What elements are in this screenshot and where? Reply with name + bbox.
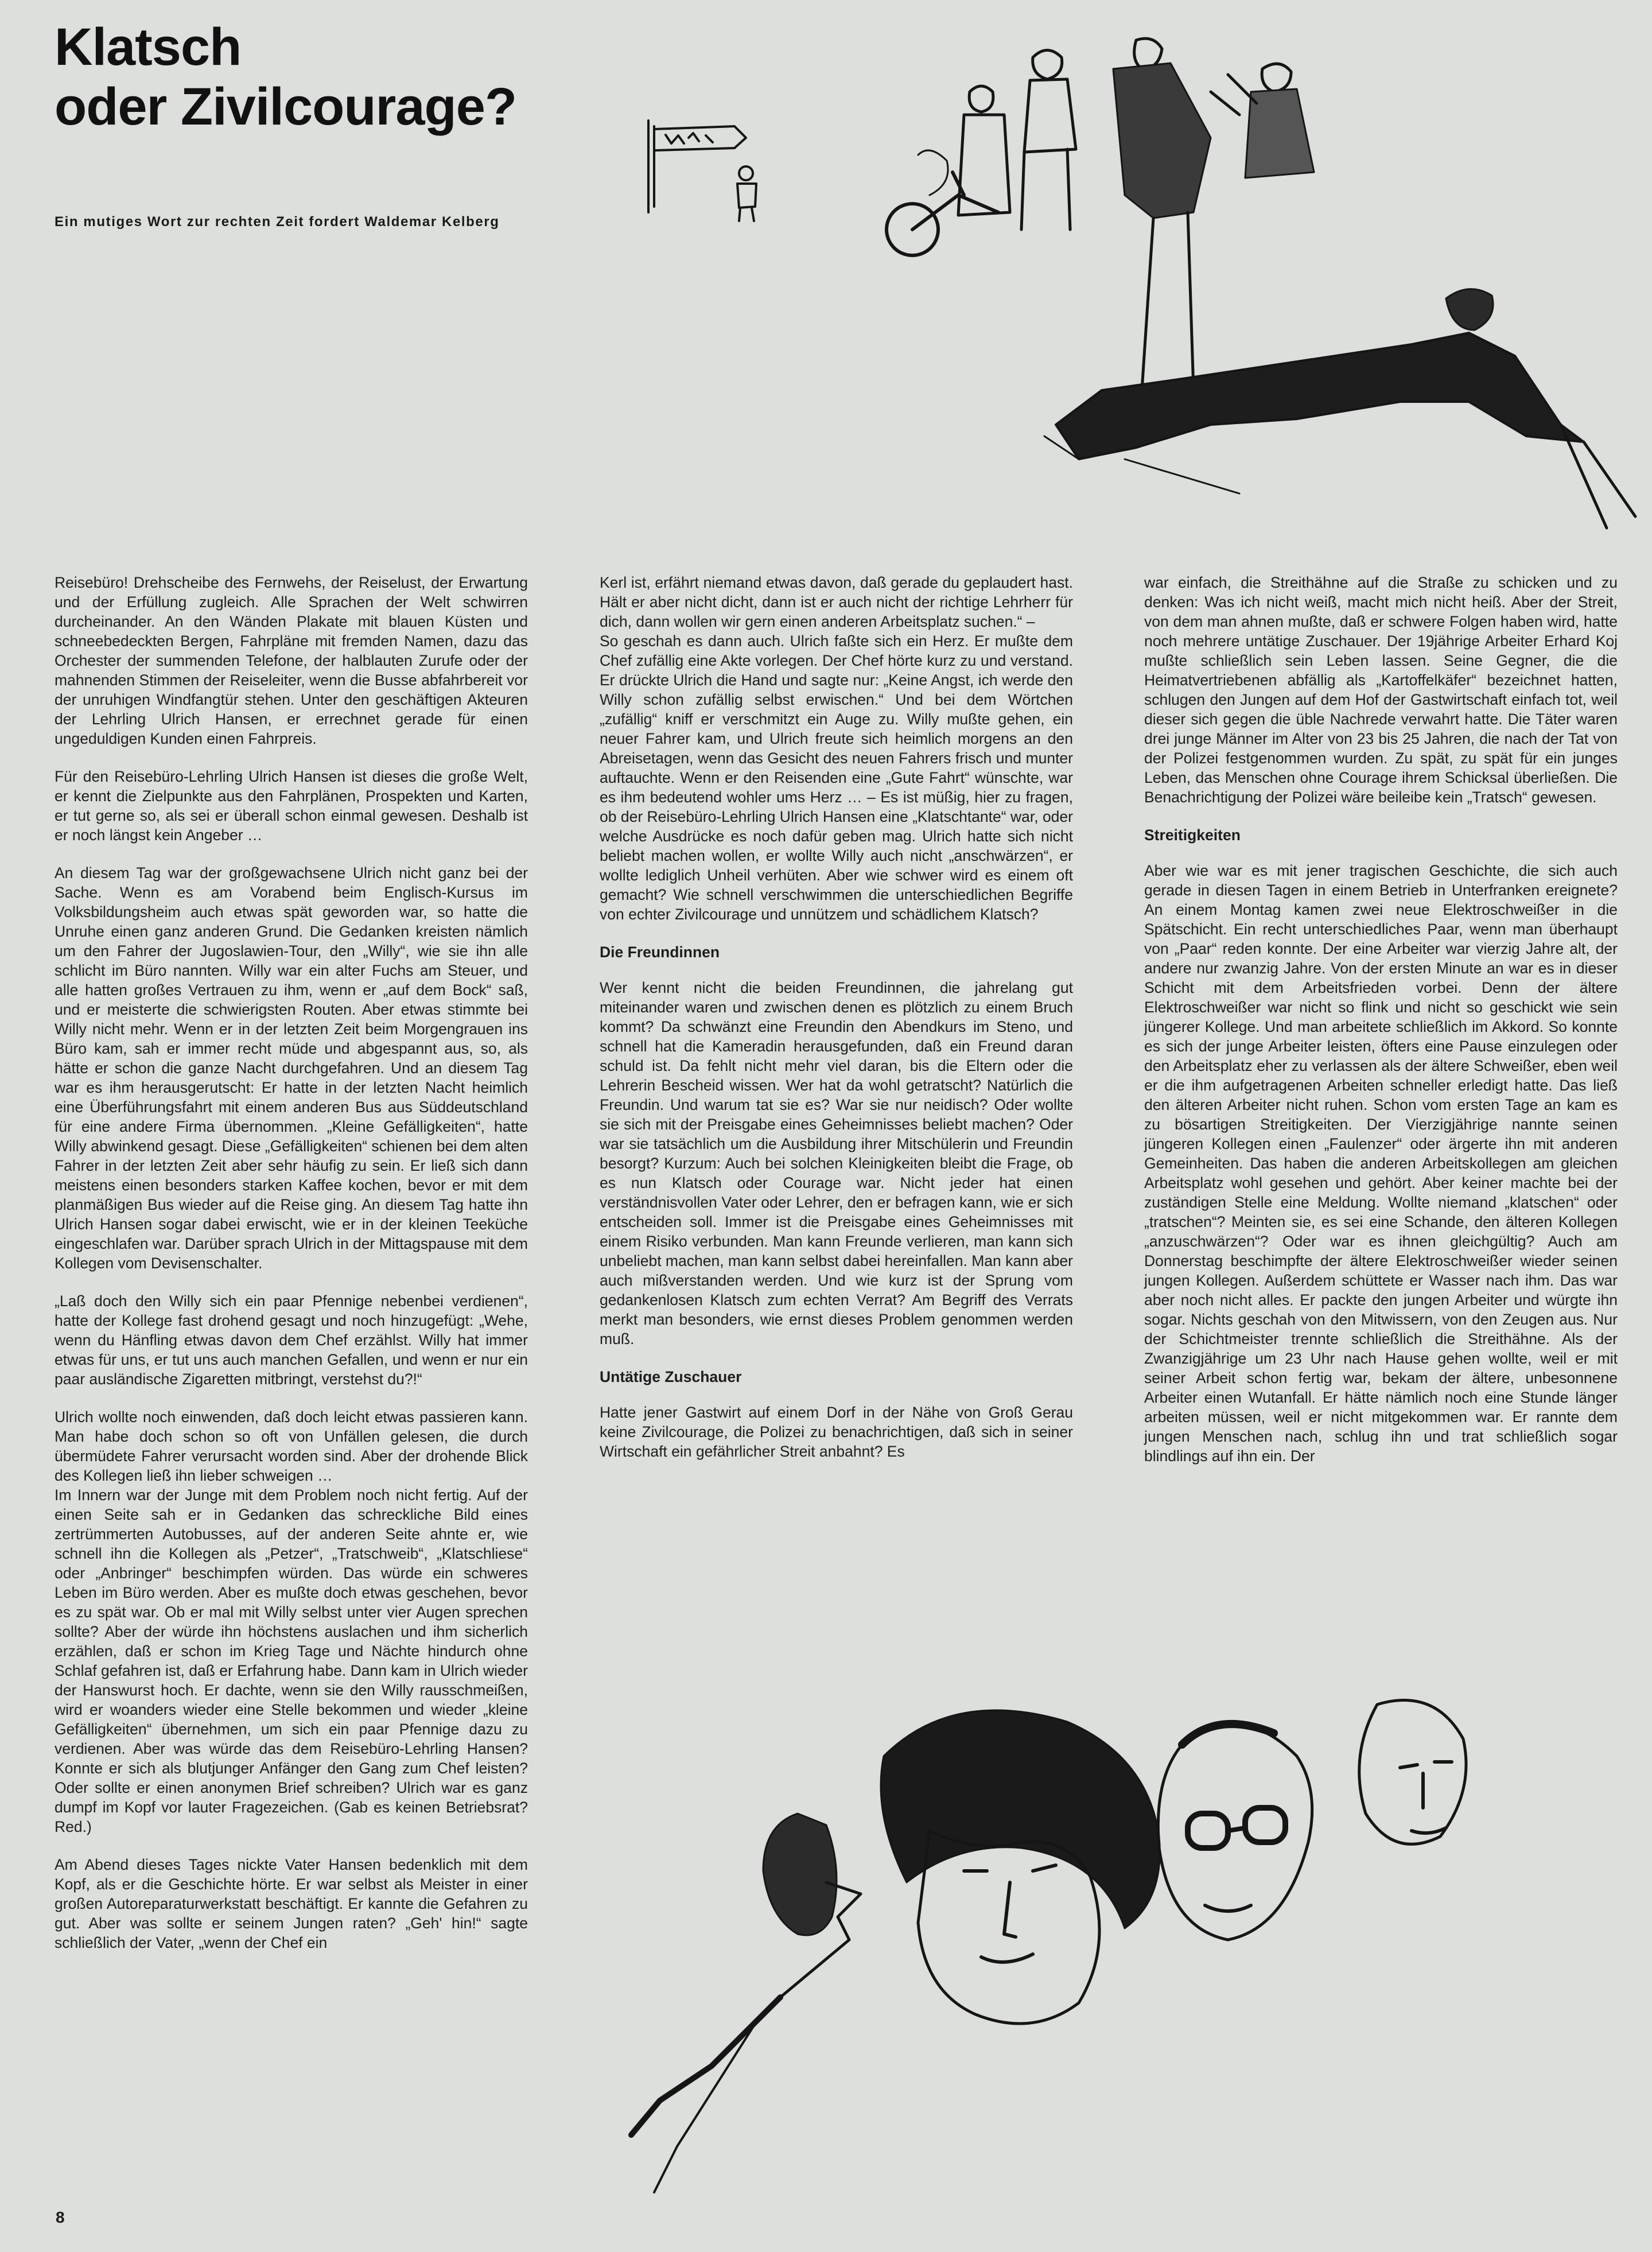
paragraph: Im Innern war der Junge mit dem Problem noch nicht fertig. Auf der einen Seite sah er in Gedanken das schreckliche Bild eines zertrümmerten Autobusses, auf der anderen Seite ahnte er, wie schnell ihn die Kollegen als „Petzer“, „Tratschweib“, „Klatschliese“ oder „Anbringer“ beschimpfen würden. Das würde ein schweres Leben im Büro werden. Aber es mußte doch etwas geschehen, bevor es zu spät war. Ob er mal mit Willy selbst unter vier Augen sprechen sollte? Aber der würde ihn höchstens auslachen und ihm sicherlich erzählen, daß er schon im Krieg Tage und Nächte hindurch ohne Schlaf gefahren ist, daß er Erfahrung habe. Dann kam in Ulrich wieder der Hanswurst hoch. Er dachte, wenn sie den Willy rausschmeißen, wird er woanders wieder eine Stelle bekommen und wieder „kleine Gefälligkeiten“ übernehmen, um sich ein paar Pfennige dazu zu verdienen. Aber was würde das dem Reisebüro-Lehrling Hansen? Konnte er sich als blutjunger Anfänger den Gang zum Chef leisten? Oder sollte er einen anonymen Brief schreiben? Ulrich war es ganz dumpf im Kopf vor lauter Fragezeichen. (Gab es keinen Betriebsrat? Red.) <box>55 1486 528 1835</box>
title-line-2: oder Zivilcourage? <box>55 77 517 136</box>
paragraph: Wer kennt nicht die beiden Freundinnen, die jahrelang gut miteinander waren und zwischen denen es plötzlich zu einem Bruch kommt? Da schwänzt eine Freundin den Abendkurs im Steno, und schnell hat die Kameradin herausgefunden, daß ein Freund daran schuld ist. Da fehlt nicht mehr viel daran, bis die Eltern oder die Lehrerin Bescheid wissen. Wer hat da wohl getratscht? Natürlich die Freundin. Und warum tat sie es? War sie nur neidisch? Oder wollte sie sich mit der Preisgabe eines Geheimnisses beliebt machen? Oder war sie tatsächlich um die Ausbildung ihrer Mitschülerin und Freundin besorgt? Kurzum: Auch bei solchen Kleinigkeiten bleibt die Frage, ob es nun Klatsch oder Courage war. Nicht jeder hat einen verständnisvollen Vater oder Lehrer, den er befragen kann, wie er sich entscheiden soll. Immer ist die Preisgabe eines Geheimnisses mit einem Risiko verbunden. Man kann Freunde verlieren, man kann sich unbeliebt machen, man kann selbst dabei hereinfallen. Man kann aber auch mißverstanden werden. Und wie kurz ist der Sprung vom gedankenlosen Klatsch zum echten Verrat? Am Begriff des Verrats merkt man besonders, wie ernst dieses Problem genommen werden muß. <box>600 979 1073 1348</box>
bicycle-sketch <box>887 150 998 255</box>
section-heading: Die Freundinnen <box>600 943 720 961</box>
paragraph: Reisebüro! Drehscheibe des Fernwehs, der Reiselust, der Erwartung und der Erfüllung zugleich. Alle Sprachen der Welt schwirren durcheinander. An den Wänden Plakate mit blauen Küsten und schneebedeckten Bergen, Fahrpläne mit fremden Namen, dazu das Orchester der summenden Telefone, der halblauten Zurufe oder der mahnenden Stimmen der Reiseleiter, wenn die Busse abfahrbereit vor der unruhigen Windfangtür stehen. Unter den geschäftigen Akteuren der Lehrling Ulrich Hansen, er errechnet gerade für einen ungeduldigen Kunden einen Fahrpreis. <box>55 574 528 747</box>
paragraph: Am Abend dieses Tages nickte Vater Hansen bedenklich mit dem Kopf, als er die Geschichte hörte. Er war selbst als Meister in einer großen Autoreparaturwerkstatt beschäftigt. Er kannte die Gefahren zu gut. Aber was sollte er seinem Jungen raten? „Geh' hin!“ sagte schließlich der Vater, „wenn der Chef ein <box>55 1856 528 1951</box>
lying-man-sketch <box>1044 289 1635 528</box>
woman-with-curls-sketch <box>631 1814 861 2192</box>
paragraph: war einfach, die Streithähne auf die Straße zu schicken und zu denken: Was ich nicht weiß, macht mich nicht heiß. Aber der Streit, von dem man ahnen mußte, daß er schwere Folgen haben wird, hatte noch mehrere untätige Zuschauer. Der 19jährige Arbeiter Erhard Koj mußte schließlich sein Leben lassen. Seine Gegner, die die Heimatvertriebenen abfällig als „Kartoffelkäfer“ bezeichnet hatten, schlugen den Jungen auf dem Hof der Gastwirtschaft einfach tot, weil dieser sich gegen die üble Nachrede verwahrt hatte. Die Täter waren drei junge Männer im Alter von 23 bis 25 Jahren, die nach der Tat von der Polizei festgenommen wurden. Zu spät, zu spät für ein junges Leben, das Menschen ohne Courage ihrem Schicksal überließen. Die Benachrichtigung der Polizei wäre beileibe kein „Tratsch“ gewesen. <box>1144 574 1618 806</box>
signpost-sketch <box>648 121 746 212</box>
paragraph: Für den Reisebüro-Lehrling Ulrich Hansen ist dieses die große Welt, er kennt die Zielpunkte aus den Fahrplänen, Prospekten und Karten, er tut gerne so, als sei er überall schon einmal gewesen. Deshalb ist er noch längst kein Angeber … <box>55 768 528 844</box>
paragraph: An diesem Tag war der großgewachsene Ulrich nicht ganz bei der Sache. Wenn es am Vorabend beim Englisch-Kursus im Volksbildungsheim auch etwas spät geworden war, so hatte die Unruhe einen ganz anderen Grund. Die Gedanken kreisten nämlich um den Fahrer der Jugoslawien-Tour, den „Willy“, wie sie ihn alle schlicht im Büro nannten. Willy war ein alter Fuchs am Steuer, und alle hatten großes Vertrauen zu ihm, wenn er „auf dem Bock“ saß, und er meisterte die schwierigsten Routen. Aber etwas stimmte bei Willy nicht mehr. Wenn er in der letzten Zeit beim Morgengrauen ins Büro kam, sah er immer recht müde und abgespannt aus, so, als hätte er schon die ganze Nacht durchgefahren. Und an diesem Tag war es ihm herausgerutscht: Er hatte in der letzten Nacht heimlich eine Überführungsfahrt mit einem anderen Bus aus Süddeutschland für eine andere Firma übernommen. „Kleine Gefälligkeiten“, hatte Willy abwinkend gesagt. Diese „Gefälligkeiten“ schienen bei dem alten Fahrer in der letzten Zeit aber sehr häufig zu sein. Er ließ sich dann meistens einen besonders starken Kaffee kochen, bevor er mit dem planmäßigen Bus wieder auf die Reise ging. An diesem Tag hatte ihn Ulrich Hansen sogar dabei erwischt, wie er in der kleinen Teeküche eingeschlafen war. Darüber sprach Ulrich in der Mittagspause mit dem Kollegen vom Devisenschalter. <box>55 864 528 1272</box>
paragraph: So geschah es dann auch. Ulrich faßte sich ein Herz. Er mußte dem Chef zufällig eine Akte vorlegen. Der Chef hörte kurz zu und verstand. Er drückte Ulrich die Hand und sagte nur: „Keine Angst, ich werde den Willy schon zufällig selbst erwischen.“ Und bei dem Wörtchen „zufällig“ kniff er verschmitzt ein Auge zu. Willy mußte gehen, ein neuer Fahrer kam, und Ulrich freute sich heimlich morgens an den Abreisetagen, wenn das Gesicht des neuen Fahrers frisch und munter auftauchte. Wenn er den Reisenden eine „Gute Fahrt“ wünschte, war es ihm bedeutend wohler ums Herz … – Es ist müßig, hier zu fragen, ob der Reisebüro-Lehrling Ulrich Hansen eine „Klatschtante“ war, oder welche Ausdrücke es noch dafür geben mag. Ulrich hatte sich nicht beliebt machen wollen, er wollte Willy auch nicht „anschwärzen“, er wollte lediglich Unheil verhüten. Aber wie schwer wird es einem oft gemacht? Wie schnell verschwimmen die unterschiedlichen Begriffe von echter Zivilcourage und unnützem und schädlichem Klatsch? <box>600 632 1073 923</box>
small-figure-sketch <box>737 166 756 221</box>
paragraph: „Laß doch den Willy sich ein paar Pfennige nebenbei verdienen“, hatte der Kollege fast drohend gesagt und noch hinzugefügt: „Wehe, wenn du Hänfling etwas davon dem Chef erzählst. Willy hat immer etwas für uns, er tut uns auch manchen Gefallen, und wenn er nur ein paar ausländische Zigaretten mitbringt, verstehst du?!“ <box>55 1292 528 1388</box>
woman-with-dark-hair-sketch <box>881 1710 1160 2024</box>
title-line-1: Klatsch <box>55 18 242 76</box>
paragraph: Kerl ist, erfährt niemand etwas davon, daß gerade du geplaudert hast. Hält er aber nicht dicht, dann ist er auch nicht der richtige Lehrherr für dich, dann wollen wir gern einen anderen Arbeitsplatz suchen.“ – <box>600 574 1073 630</box>
top-illustration <box>608 23 1652 568</box>
paragraph: Ulrich wollte noch einwenden, daß doch leicht etwas passieren kann. Man habe doch schon so oft von Unfällen gelesen, die durch übermüdete Fahrer verursacht worden sind. Aber der drohende Blick des Kollegen ließ ihn lieber schweigen … <box>55 1408 528 1484</box>
article-subtitle: Ein mutiges Wort zur rechten Zeit fordert Waldemar Kelberg <box>55 214 500 230</box>
section-heading: Streitigkeiten <box>1144 826 1241 844</box>
bottom-illustration <box>608 1699 1618 2215</box>
paragraph: Aber wie war es mit jener tragischen Geschichte, die sich auch gerade in diesen Tagen in einem Betrieb in Unterfranken ereignete? An einem Montag kamen zwei neue Elektroschweißer in die Spätschicht. Ein recht unterschiedliches Paar, wenn man überhaupt von „Paar“ reden konnte. Der eine Arbeiter war vierzig Jahre alt, der andere nur zwanzig Jahre. Von der ersten Minute an war es in dieser Schicht mit dem Arbeitsfrieden vorbei. Denn der ältere Elektroschweißer war nicht so flink und nicht so geschickt wie sein jüngerer Kollege. Und man arbeitete schließlich im Akkord. So konnte es sich der junge Arbeiter leisten, öfters eine Pause einzulegen oder den Arbeitsplatz eher zu verlassen als der ältere Schweißer, eben weil er die ihm aufgetragenen Arbeiten schneller erledigt hatte. Das ließ den älteren Arbeiter nicht ruhen. Schon vom ersten Tage an kam es zu bösartigen Streitigkeiten. Der Vierzigjährige nannte seinen jüngeren Kollegen einen „Faulenzer“ oder ärgerte ihn mit anderen Gemeinheiten. Das haben die anderen Arbeitskollegen am gleichen Arbeitsplatz wohl gesehen und gehört. Aber keiner machte bei der zuständigen Stelle eine Meldung. Wollte niemand „klatschen“ oder „tratschen“? Meinten sie, es sei eine Schande, den älteren Kollegen „anzuschwärzen“? Oder war es ihnen gleichgültig? Auch am Donnerstag beschimpfte der ältere Elektroschweißer wieder seinen jungen Kollegen. Außerdem schüttete er Wasser nach ihm. Das war aber noch nicht alles. Er packte den jungen Arbeiter und würgte ihn sogar. Nichts geschah von den Mitwissern, von den Zeugen aus. Nur der Schichtmeister trennte schließlich die Streithähne. Als der Zwanzigjährige um 23 Uhr nach Hause gehen wollte, weil er mit seiner Arbeit schon fertig war, bekam der ältere, unbesonnene Arbeiter einen Wutanfall. Er hätte nämlich noch eine Stunde länger arbeiten müssen, weil er nicht mitgekommen war. Er rannte dem jungen Menschen nach, schlug ihn und trat schließlich sogar blindlings auf ihn ein. Der <box>1144 862 1618 1465</box>
article-column-2 <box>600 573 1073 1480</box>
man-with-glasses-sketch <box>1158 1724 1312 1940</box>
paragraph: Hatte jener Gastwirt auf einem Dorf in der Nähe von Groß Gerau keine Zivilcourage, die Polizei zu benachrichtigen, daß sich in seiner Wirtschaft ein gefährlicher Streit anbahnt? Es <box>600 1404 1073 1460</box>
standing-men-sketch <box>958 38 1314 390</box>
section-heading: Untätige Zuschauer <box>600 1368 742 1385</box>
page-number: 8 <box>56 2208 65 2226</box>
article-column-3 <box>1144 573 1618 1484</box>
article-title <box>55 17 628 137</box>
bald-man-sketch <box>1359 1700 1466 1845</box>
article-column-1 <box>55 573 528 1971</box>
